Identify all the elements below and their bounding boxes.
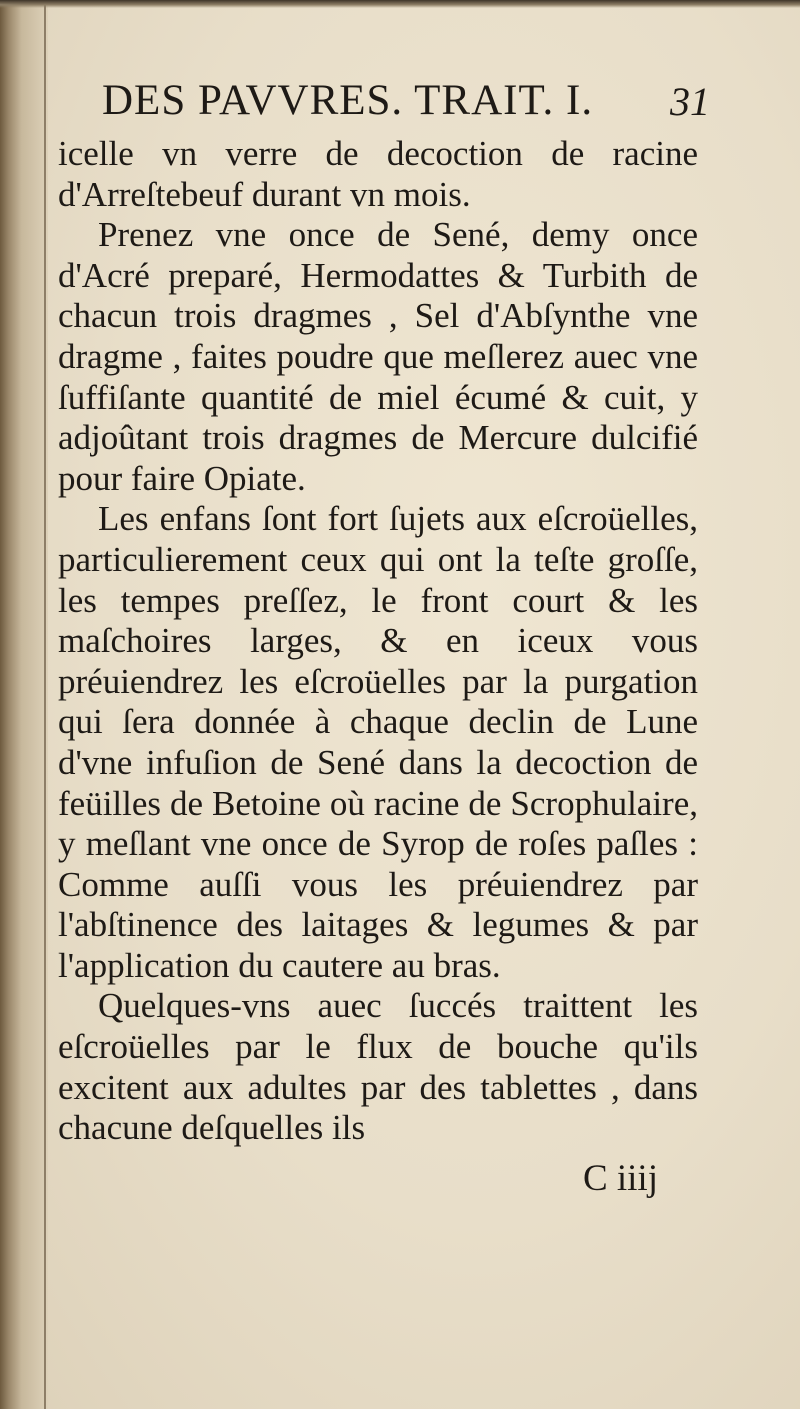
book-binding-edge xyxy=(0,0,48,1409)
paragraph-3: Les enfans ſont fort ſujets aux eſcroüelles, particulierement ceux qui ont la teſte groſſe, les tempes preſſez, le front court & les maſchoires larges, & en iceux vous préuiendrez les eſcroüelles par la purgation qui ſera donnée à chaque declin de Lune d'vne infuſion de Sené dans la decoction de feüilles de Betoine où racine de Scrophulaire, y meſlant vne once de Syrop de roſes paſles : Comme auſſi vous les préuiendrez par l'abſtinence des laitages & legumes & par l'application du cautere au bras. xyxy=(58,499,698,985)
signature-mark: C iiij xyxy=(582,1157,658,1199)
paragraph-4: Quelques-vns auec ſuccés traittent les eſcroüelles par le flux de bouche qu'ils excitent aux adultes par des tablettes , dans chacune deſquelles ils xyxy=(58,986,698,1148)
book-gutter-line xyxy=(44,0,46,1409)
page-top-edge xyxy=(0,0,800,8)
running-head-title: DES PAVVRES. TRAIT. I. xyxy=(102,77,594,124)
paragraph-2: Prenez vne once de Sené, demy once d'Acré preparé, Hermodattes & Turbith de chacun trois dragmes , Sel d'Abſynthe vne dragme , faites poudre que meſlerez auec vne ſuffiſante quantité de miel écumé & cuit, y adjoûtant trois dragmes de Mercure dulcifié pour faire Opiate. xyxy=(58,215,698,498)
book-page xyxy=(58,72,710,1200)
paragraph-1: icelle vn verre de decoction de racine d'Arreſtebeuf durant vn mois. xyxy=(58,134,698,214)
page-number: 31 xyxy=(670,79,710,124)
running-head xyxy=(58,72,710,134)
text-body xyxy=(58,134,698,1149)
